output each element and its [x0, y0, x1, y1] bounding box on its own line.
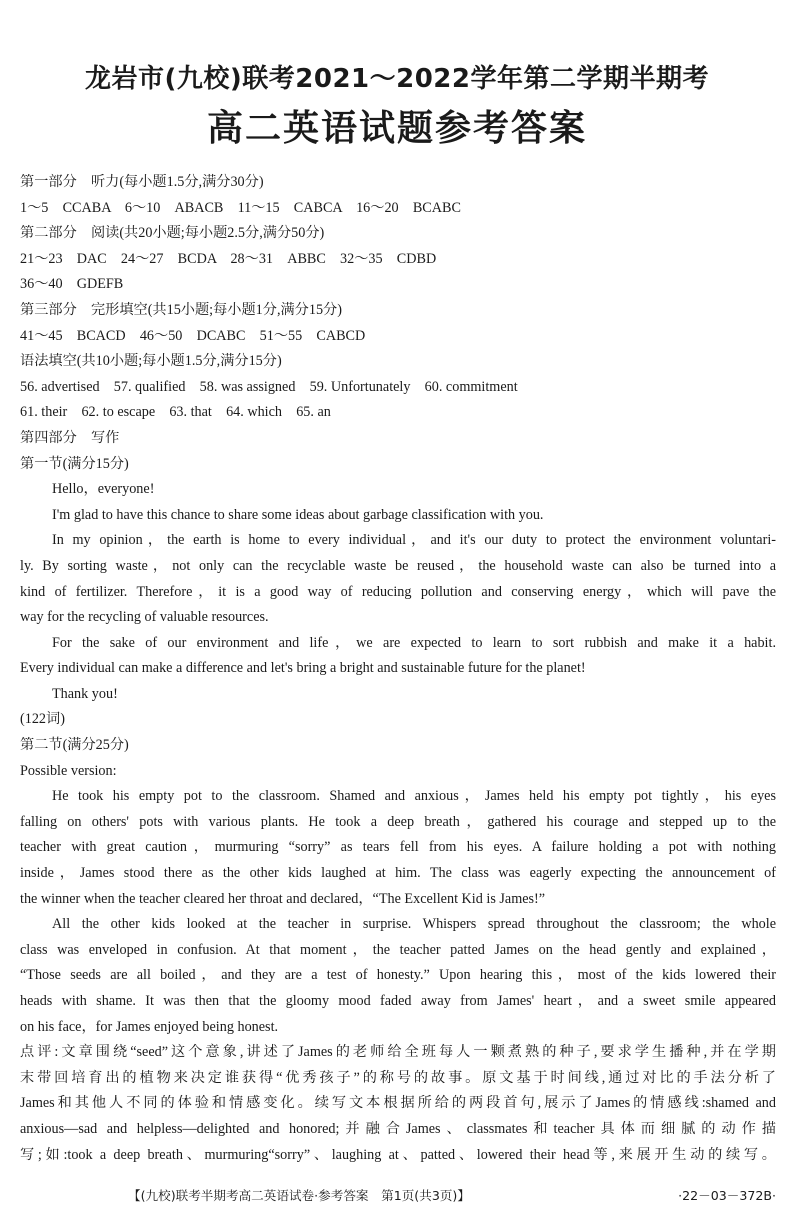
story-paragraph-2-line1: All the other kids looked at the teacher in surprise. Whispers spread throughout the classroom; the whole	[52, 916, 776, 933]
footer-page-info: 【(九校)联考半期考高二英语试卷·参考答案 第1页(共3页)】	[128, 1188, 470, 1203]
comment-line2: 末带回培育出的植物来决定谁获得“优秀孩子”的称号的故事。原文基于时间线,通过对比的手法分析了	[20, 1069, 776, 1086]
story-paragraph-1-line4: inside，James stood there as the other kids laughed at him. The class was eagerly expecting the announcement of	[20, 865, 776, 882]
answer-key-body	[20, 170, 776, 1168]
comment-line5: 写;如:took a deep breath、murmuring“sorry”、laughing at、patted、lowered their head等,来展开生动的续写。	[20, 1146, 776, 1163]
section2-heading: 第二节(满分25分)	[20, 737, 129, 754]
essay-paragraph-2-line2: ly. By sorting waste，not only can the recyclable waste be reused，the household waste can also be turned into a	[20, 557, 776, 574]
story-paragraph-1-line3: teacher with great caution，murmuring “sorry” as tears fell from his eyes. A failure holding a pot with nothing	[20, 839, 776, 856]
essay-paragraph-1: I'm glad to have this chance to share some ideas about garbage classification with you.	[52, 506, 544, 523]
grammar-answers-line2: 61. their 62. to escape 63. that 64. which 65. an	[20, 404, 331, 421]
story-paragraph-2-line2: class was enveloped in confusion. At that moment，the teacher patted James on the head gently and explained，	[20, 941, 776, 958]
essay-greeting: Hello，everyone!	[52, 481, 155, 498]
document-title: 龙岩市(九校)联考2021～2022学年第二学期半期考	[85, 64, 709, 94]
story-paragraph-2-line3: “Those seeds are all boiled，and they are a test of honesty.” Upon hearing this，most of the kids lowered their	[20, 967, 776, 984]
essay-paragraph-3-line2: Every individual can make a difference and let's bring a bright and sustainable future for the planet!	[20, 660, 586, 677]
possible-version-label: Possible version:	[20, 762, 117, 779]
story-paragraph-2-line4: heads with shame. It was then that the gloomy mood faded away from James' heart，and a sweet smile appeared	[20, 993, 776, 1009]
page-footer	[0, 1185, 794, 1207]
essay-closing: Thank you!	[52, 685, 118, 702]
story-paragraph-2-line5: on his face，for James enjoyed being honest.	[20, 1018, 279, 1035]
part2-answers-line2: 36～40 GDEFB	[20, 276, 124, 293]
document-subtitle: 高二英语试题参考答案	[206, 108, 587, 149]
word-count: (122词)	[20, 711, 65, 728]
story-paragraph-1-line2: falling on others' pots with various plants. He took a deep breath，gathered his courage and stepped up to the	[20, 813, 776, 830]
essay-paragraph-2-line1: In my opinion，the earth is home to every individual，and it's our duty to protect the environment voluntari-	[52, 532, 776, 549]
part4-heading: 第四部分 写作	[20, 429, 120, 446]
part1-answers: 1～5 CCABA 6～10 ABACB 11～15 CABCA 16～20 BCABC	[20, 199, 461, 216]
part1-heading: 第一部分 听力(每小题1.5分,满分30分)	[20, 174, 264, 190]
story-paragraph-1-line5: the winner when the teacher cleared her throat and declared，“The Excellent Kid is James!”	[20, 890, 546, 907]
comment-line4: anxious—sad and helpless—delighted and honored;并融合James、classmates和teacher具体而细腻的动作描	[20, 1120, 776, 1137]
essay-paragraph-3-line1: For the sake of our environment and life，we are expected to learn to sort rubbish and make it a habit.	[52, 634, 776, 651]
part2-heading: 第二部分 阅读(共20小题;每小题2.5分,满分50分)	[20, 225, 325, 242]
part3-heading: 第三部分 完形填空(共15小题;每小题1分,满分15分)	[20, 301, 342, 318]
part3-answers: 41～45 BCACD 46～50 DCABC 51～55 CABCD	[20, 327, 366, 344]
comment-line3: James和其他人不同的体验和情感变化。续写文本根据所给的两段首句,展示了James的情感线:shamed and	[20, 1095, 776, 1112]
grammar-heading: 语法填空(共10小题;每小题1.5分,满分15分)	[20, 353, 282, 370]
comment-line1: 点评:文章围绕“seed”这个意象,讲述了James的老师给全班每人一颗煮熟的种子,要求学生播种,并在学期	[20, 1044, 776, 1061]
grammar-answers-line1: 56. advertised 57. qualified 58. was assigned 59. Unfortunately 60. commitment	[20, 378, 518, 395]
essay-paragraph-2-line3: kind of fertilizer. Therefore，it is a good way of reducing pollution and conserving energy，which will pave the	[20, 583, 776, 600]
essay-paragraph-2-line4: way for the recycling of valuable resources.	[20, 609, 269, 626]
part2-answers-line1: 21～23 DAC 24～27 BCDA 28～31 ABBC 32～35 CDBD	[20, 250, 437, 267]
section1-heading: 第一节(满分15分)	[20, 455, 129, 472]
story-paragraph-1-line1: He took his empty pot to the classroom. Shamed and anxious，James held his empty pot tightly，his eyes	[52, 788, 776, 805]
footer-code: ·22－03－372B·	[678, 1188, 776, 1203]
